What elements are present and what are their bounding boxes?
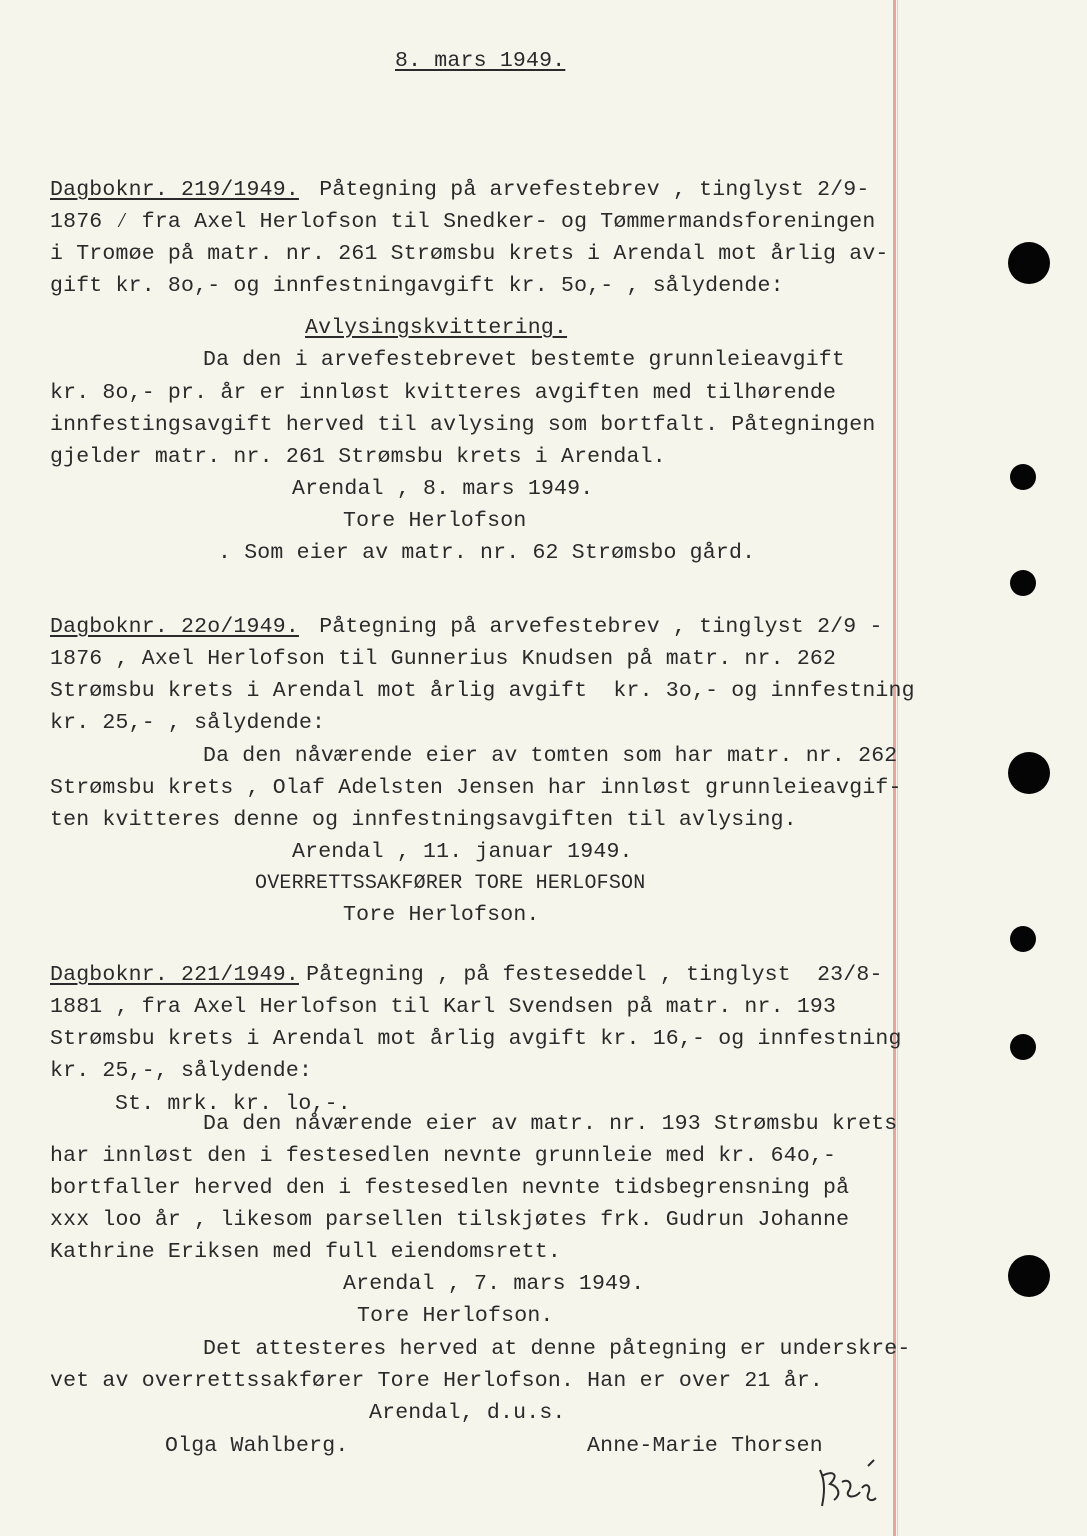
entry-line: gift kr. 8o,- og innfestningavgift kr. 5o,- , sålydende: [50,274,784,298]
entry-line: Påtegning på arvefestebrev , tinglyst 2/9 - [293,615,883,639]
firm-stamp: OVERRETTSSAKFØRER TORE HERLOFSON [255,872,646,895]
place-date: Arendal , 7. mars 1949. [343,1272,645,1296]
body-line: Da den nåværende eier av tomten som har matr. nr. 262 [203,744,898,768]
body-line: har innløst den i festesedlen nevnte grunnleie med kr. 64o,- [50,1144,837,1168]
entry-line: Påtegning på arvefestebrev , tinglyst 2/9- [293,178,870,202]
binder-hole [1008,752,1050,794]
binder-hole [1008,242,1050,284]
handwritten-initials [812,1452,882,1512]
body-line: gjelder matr. nr. 261 Strømsbu krets i Arendal. [50,445,666,469]
binder-hole [1010,570,1036,596]
body-line: xxx loo år , likesom parsellen tilskjøtes frk. Gudrun Johanne [50,1208,850,1232]
binder-hole [1010,1034,1036,1060]
binder-hole [1008,1255,1050,1297]
signer-name: Tore Herlofson. [357,1304,554,1328]
entry-line: i Tromøe på matr. nr. 261 Strømsbu krets i Arendal mot årlig av- [50,242,889,266]
entry-line: Påtegning , på festeseddel , tinglyst 23/8- [293,963,883,987]
body-line: ten kvitteres denne og innfestningsavgiften til avlysing. [50,808,797,832]
attest-line: vet av overrettssakfører Tore Herlofson. Han er over 21 år. [50,1369,824,1393]
entry-line: Strømsbu krets i Arendal mot årlig avgift kr. 16,- og innfestning [50,1027,902,1051]
entry-line: 1876 , Axel Herlofson til Gunnerius Knudsen på matr. nr. 262 [50,647,837,671]
witness-right: Anne-Marie Thorsen [587,1434,823,1458]
entry-line: 1876 ⁄ fra Axel Herlofson til Snedker- og Tømmermandsforeningen [50,210,876,234]
body-line: kr. 8o,- pr. år er innløst kvitteres avgiften med tilhørende [50,381,837,405]
witness-left: Olga Wahlberg. [165,1434,349,1458]
body-line: Kathrine Eriksen med full eiendomsrett. [50,1240,561,1264]
entry-id: Dagboknr. 22o/1949. [50,615,299,639]
signer-name: Tore Herlofson. [343,903,540,927]
entry-line: Strømsbu krets i Arendal mot årlig avgift kr. 3o,- og innfestning [50,679,915,703]
body-line: Strømsbu krets , Olaf Adelsten Jensen har innløst grunnleieavgif- [50,776,902,800]
binder-hole [1010,464,1036,490]
body-line: innfestingsavgift herved til avlysing som bortfalt. Påtegningen [50,413,876,437]
entry-id: Dagboknr. 219/1949. [50,178,299,202]
entry-line: kr. 25,-, sålydende: [50,1059,313,1083]
signer-note: . Som eier av matr. nr. 62 Strømsbo gård. [218,541,756,565]
body-line: Da den nåværende eier av matr. nr. 193 Strømsbu krets [203,1112,898,1136]
binder-hole [1010,926,1036,952]
section-heading: Avlysingskvittering. [305,316,568,340]
entry-line: kr. 25,- , sålydende: [50,711,326,735]
entry-id: Dagboknr. 221/1949. [50,963,299,987]
attest-line: Det attesteres herved at denne påtegning er underskre- [203,1337,911,1361]
entry-line: 1881 , fra Axel Herlofson til Karl Svendsen på matr. nr. 193 [50,995,837,1019]
signer-name: Tore Herlofson [343,509,527,533]
body-line: bortfaller herved den i festesedlen nevnte tidsbegrensning på [50,1176,850,1200]
place-date: Arendal , 11. januar 1949. [292,840,633,864]
header-date: 8. mars 1949. [395,49,566,73]
attest-place: Arendal, d.u.s. [369,1401,566,1425]
place-date: Arendal , 8. mars 1949. [292,477,594,501]
stamp-note: St. mrk. kr. lo,-. [115,1092,351,1116]
body-line: Da den i arvefestebrevet bestemte grunnleieavgift [203,348,846,372]
